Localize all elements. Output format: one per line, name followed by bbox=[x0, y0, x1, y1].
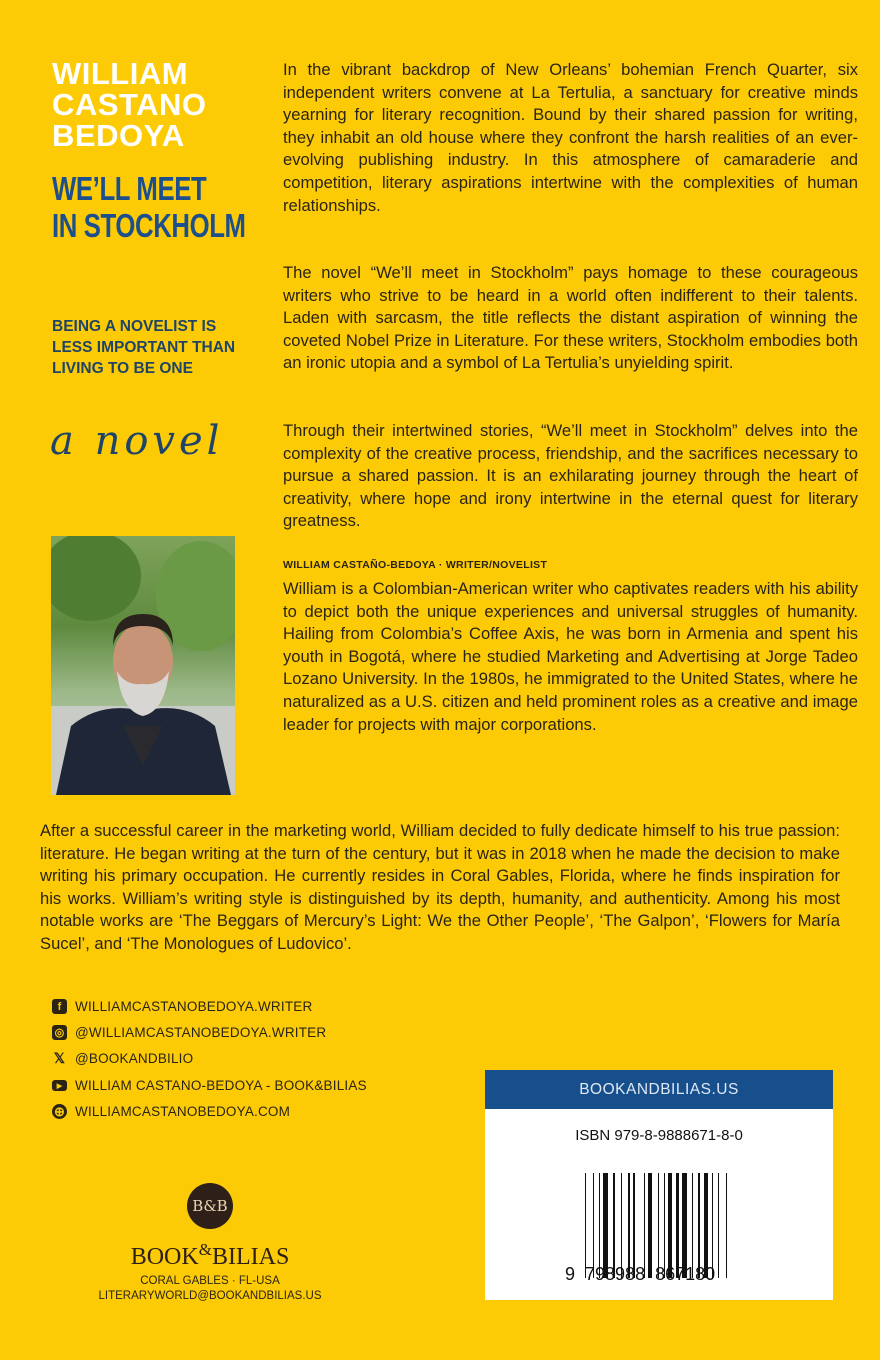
social-text: @BOOKANDBILIO bbox=[75, 1051, 194, 1066]
tagline-line: BEING A NOVELIST IS bbox=[52, 318, 217, 335]
barcode-bar bbox=[664, 1173, 665, 1278]
barcode-bar bbox=[698, 1173, 700, 1278]
synopsis-paragraph: In the vibrant backdrop of New Orleans’ bohemian French Quarter, six independent writers convene at La Tertulia, a sanctuary for creative minds yearning for literary recognition. Bound by their shared passion for writing, they inhabit an old house where they confront the harsh realities of an ever-evolving publishing industry. In this atmosphere of camaraderie and competition, literary aspirations intertwine with the complexities of human relationships. bbox=[283, 60, 858, 215]
a-novel-script: a novel bbox=[50, 418, 224, 464]
barcode-bar bbox=[613, 1173, 615, 1278]
social-facebook[interactable] bbox=[52, 999, 312, 1014]
barcode-bar bbox=[692, 1173, 693, 1278]
barcode-digits: 9 798988 867180 bbox=[565, 1264, 716, 1284]
synopsis-paragraph: The novel “We’ll meet in Stockholm” pays homage to these courageous writers who strive to be heard in a world often indifferent to their talents. Laden with sarcasm, the title reflects the distant aspiration of winning the coveted Nobel Prize in Literature. For these writers, Stockholm embodies both an ironic utopia and a symbol of La Tertulia’s unyielding spirit. bbox=[283, 263, 858, 373]
barcode-bar bbox=[628, 1173, 629, 1278]
barcode-bar bbox=[682, 1173, 687, 1278]
barcode-bar bbox=[603, 1173, 608, 1278]
author-line: BEDOYA bbox=[52, 118, 185, 153]
social-x[interactable] bbox=[52, 1051, 193, 1066]
barcode-box bbox=[485, 1070, 833, 1300]
barcode bbox=[585, 1173, 745, 1278]
bio-paragraph: After a successful career in the marketing world, William decided to fully dedicate himself to his true passion: literature. He began writing at the turn of the century, but it was in 2018 when he made the decision to make writing his primary occupation. He currently resides in Coral Gables, Florida, where he finds inspiration for his works. William’s writing style is distinguished by its depth, humanity, and authenticity. Among his most notable works are ‘The Beggars of Mercury’s Light: We the Other People’, ‘The Galpon’, ‘Flowers for María Sucel’, and ‘The Monologues of Ludovico’. bbox=[40, 821, 840, 953]
x-icon: 𝕏 bbox=[53, 1050, 66, 1066]
publisher-name bbox=[0, 1240, 420, 1271]
publisher-name-part: BILIAS bbox=[211, 1244, 290, 1270]
social-text: WILLIAMCASTANOBEDOYA.COM bbox=[75, 1104, 291, 1119]
book-title bbox=[52, 170, 302, 244]
title-line: WE’LL MEET bbox=[52, 170, 207, 207]
barcode-bar bbox=[726, 1173, 727, 1278]
social-website[interactable] bbox=[52, 1104, 290, 1119]
publisher-email: LITERARYWORLD@BOOKANDBILIAS.US bbox=[98, 1290, 322, 1302]
bio-paragraph: William is a Colombian-American writer who captivates readers with his ability to depict both the unique experiences and universal struggles of humanity. Hailing from Colombia’s Coffee Axis, he was born in Armenia and spent his youth in Bogotá, where he studied Marketing and Advertising at Jorge Tadeo Lozano University. In the 1980s, he immigrated to the United States, where he naturalized as a U.S. citizen and held prominent roles as a creative and image leader for projects with major corporations. bbox=[283, 579, 858, 734]
publisher-name-amp: & bbox=[198, 1240, 212, 1259]
barcode-bar bbox=[644, 1173, 645, 1278]
youtube-icon: ▶ bbox=[52, 1080, 67, 1091]
publisher-website: BOOKANDBILIAS.US bbox=[485, 1070, 833, 1109]
social-text: WILLIAMCASTANOBEDOYA.WRITER bbox=[75, 999, 313, 1014]
facebook-icon: f bbox=[52, 999, 67, 1014]
title-line: IN STOCKHOLM bbox=[52, 207, 246, 244]
barcode-bar bbox=[704, 1173, 708, 1278]
tagline bbox=[52, 316, 292, 379]
author-line: WILLIAM bbox=[52, 56, 189, 91]
isbn-text: ISBN 979-8-9888671-8-0 bbox=[575, 1127, 743, 1144]
globe-icon: ⊕ bbox=[53, 1103, 66, 1119]
barcode-bar bbox=[599, 1173, 600, 1278]
publisher-location: CORAL GABLES · FL-USA bbox=[140, 1275, 280, 1287]
synopsis-paragraph: Through their intertwined stories, “We’ll meet in Stockholm” delves into the complexity of the creative process, friendship, and the sacrifices necessary to pursue a shared passion. It is an exhilarating journey through the heart of creativity, where hope and irony intertwine in the eternal quest for literary greatness. bbox=[283, 421, 858, 531]
barcode-bar bbox=[668, 1173, 672, 1278]
barcode-bar bbox=[676, 1173, 678, 1278]
author-label: WILLIAM CASTAÑO-BEDOYA · WRITER/NOVELIST bbox=[283, 559, 548, 571]
tagline-line: LESS IMPORTANT THAN bbox=[52, 339, 236, 356]
barcode-bar bbox=[585, 1173, 586, 1278]
barcode-bar bbox=[633, 1173, 635, 1278]
social-text: @WILLIAMCASTANOBEDOYA.WRITER bbox=[75, 1025, 327, 1040]
barcode-bar bbox=[593, 1173, 594, 1278]
publisher-name-part: BOOK bbox=[130, 1244, 199, 1270]
publisher-logo: B&B bbox=[187, 1183, 233, 1229]
author-photo bbox=[51, 536, 235, 795]
barcode-bar bbox=[712, 1173, 713, 1278]
barcode-bar bbox=[658, 1173, 659, 1278]
social-text: WILLIAM CASTANO-BEDOYA - BOOK&BILIAS bbox=[75, 1078, 367, 1093]
social-instagram[interactable] bbox=[52, 1025, 326, 1040]
author-name bbox=[52, 58, 206, 151]
barcode-bar bbox=[648, 1173, 652, 1278]
instagram-icon: ◎ bbox=[52, 1025, 67, 1040]
barcode-bar bbox=[718, 1173, 719, 1278]
social-youtube[interactable] bbox=[52, 1078, 367, 1093]
author-line: CASTANO bbox=[52, 87, 207, 122]
tagline-line: LIVING TO BE ONE bbox=[52, 360, 193, 377]
barcode-bar bbox=[621, 1173, 622, 1278]
